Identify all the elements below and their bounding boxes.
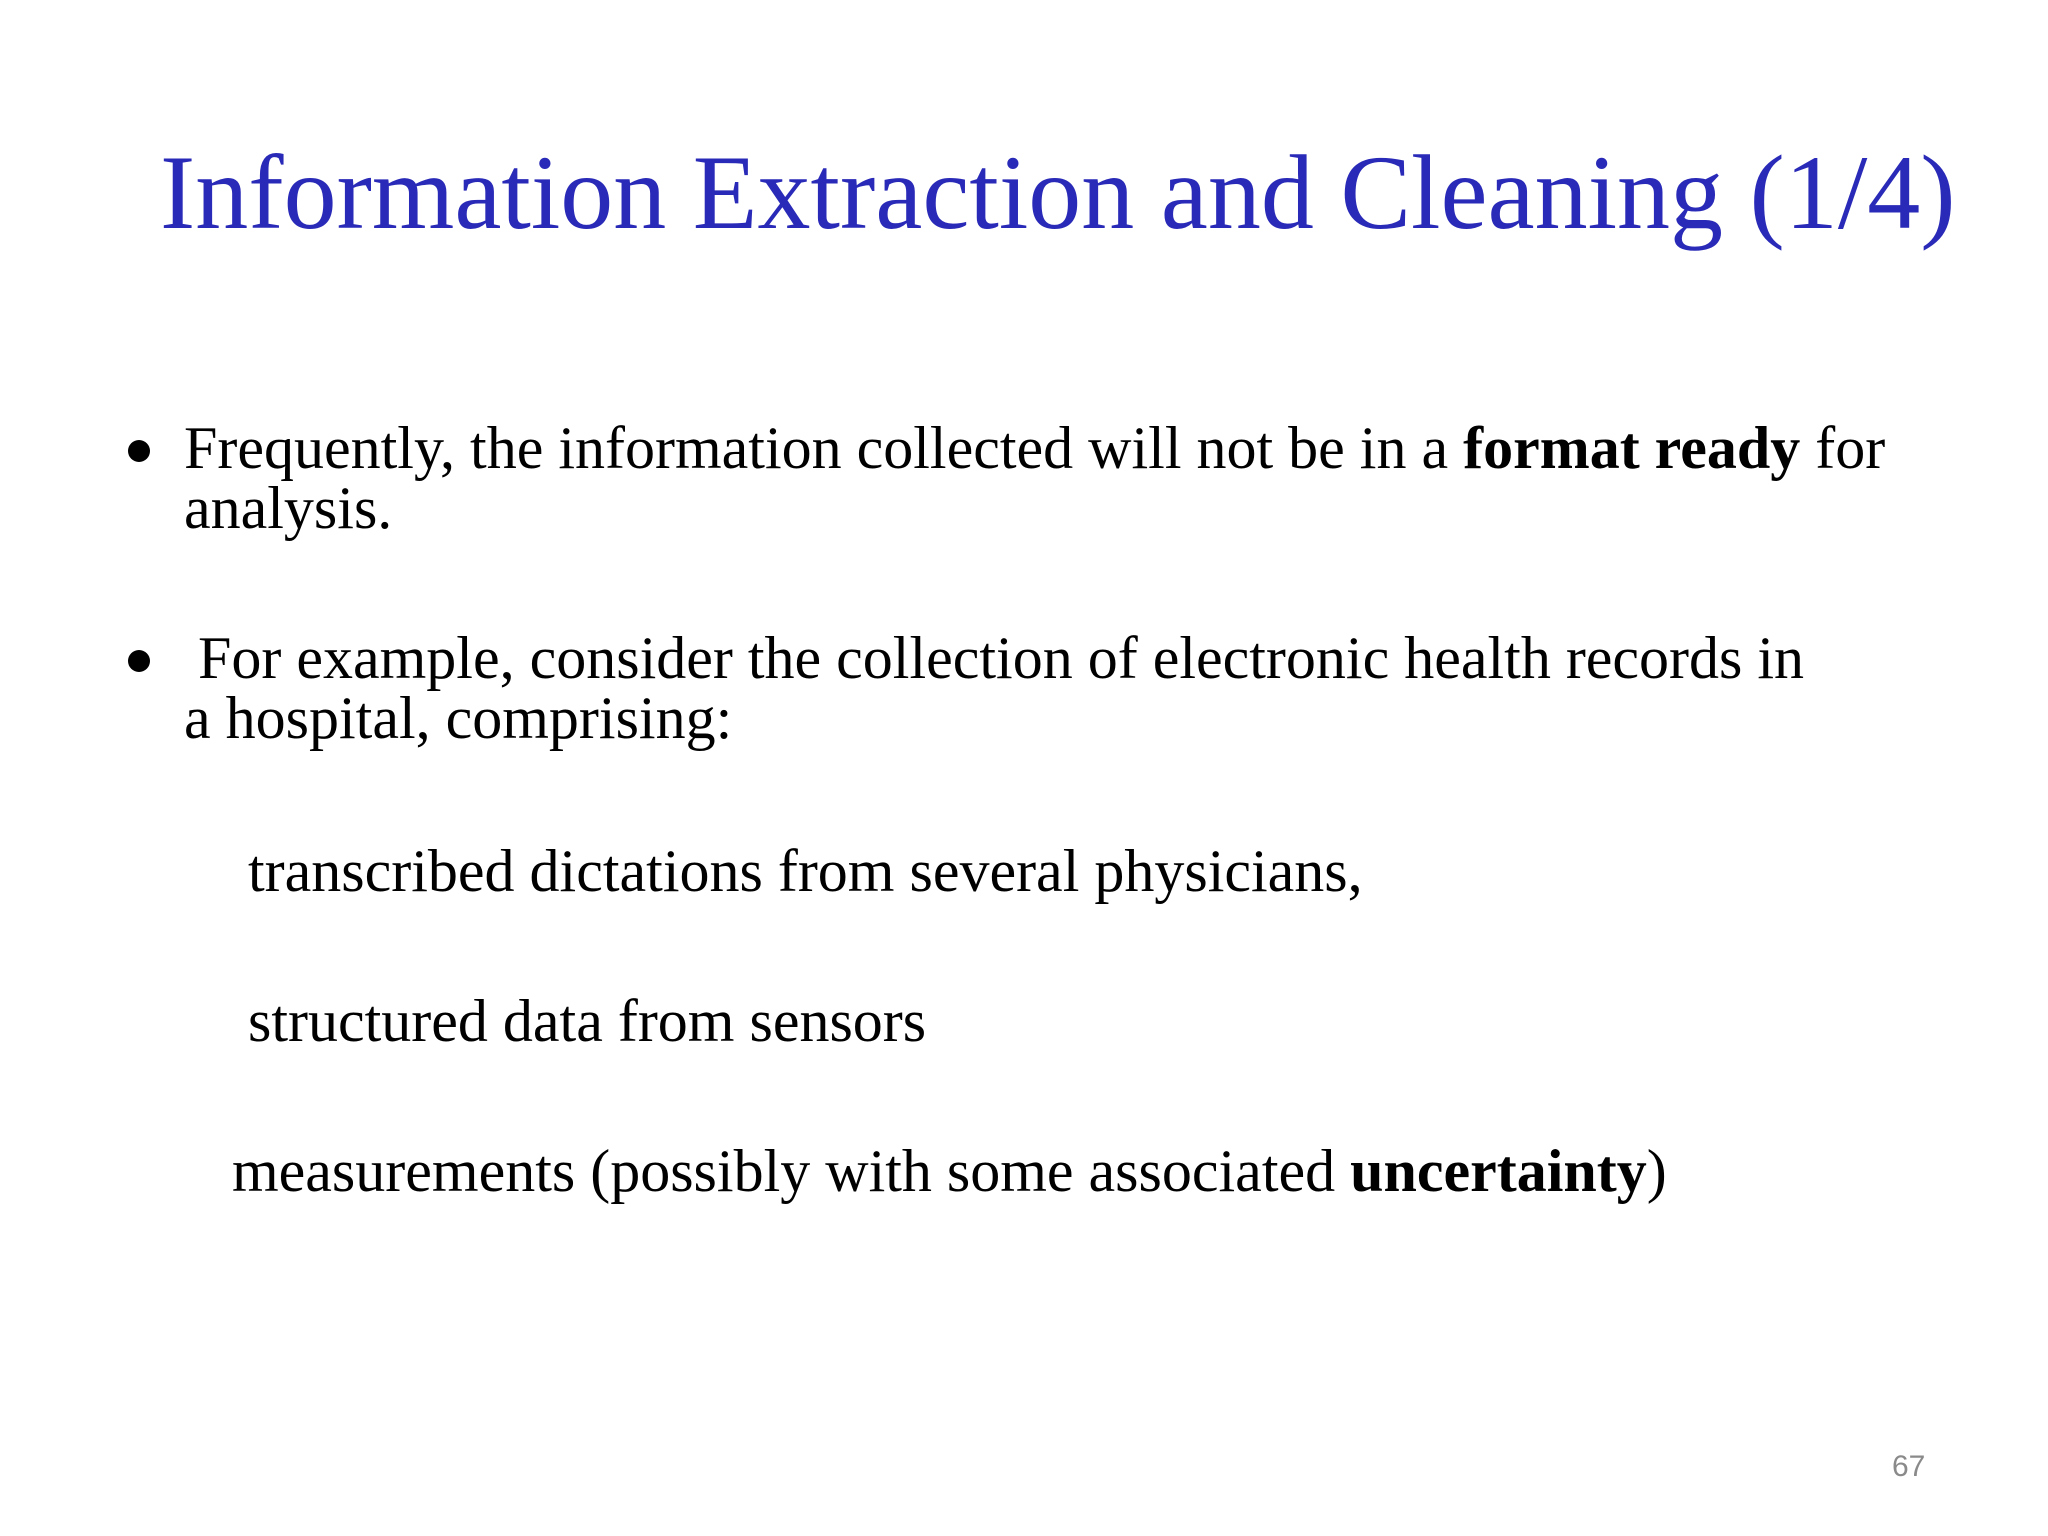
bullet-text-part: for analysis. bbox=[184, 415, 1886, 541]
sub-item: structured data from sensors bbox=[248, 988, 927, 1054]
sub-item-bold-text: uncertainty bbox=[1350, 1138, 1647, 1204]
slide-title: Information Extraction and Cleaning (1/4) bbox=[160, 134, 1956, 251]
bullet-bold-text: format ready bbox=[1463, 415, 1801, 481]
bullet-text bbox=[184, 625, 1924, 751]
sub-item-text-part: ) bbox=[1646, 1138, 1667, 1204]
bullet-icon bbox=[128, 440, 150, 462]
bullet-icon bbox=[128, 650, 150, 672]
sub-item bbox=[232, 1136, 1667, 1206]
bullet-item bbox=[128, 625, 1928, 751]
bullet-item bbox=[128, 415, 1928, 541]
bullet-text-line: a hospital, comprising: bbox=[184, 685, 733, 751]
bullet-text-line: For example, consider the collection of electronic health records in bbox=[198, 625, 1805, 691]
sub-item: transcribed dictations from several physicians, bbox=[248, 838, 1363, 904]
bullet-text-part: Frequently, the information collected will not be in a bbox=[184, 415, 1464, 481]
bullet-text bbox=[184, 415, 1924, 541]
page-number: 67 bbox=[1892, 1450, 1926, 1483]
sub-item-text-part: measurements (possibly with some associated bbox=[232, 1138, 1351, 1204]
